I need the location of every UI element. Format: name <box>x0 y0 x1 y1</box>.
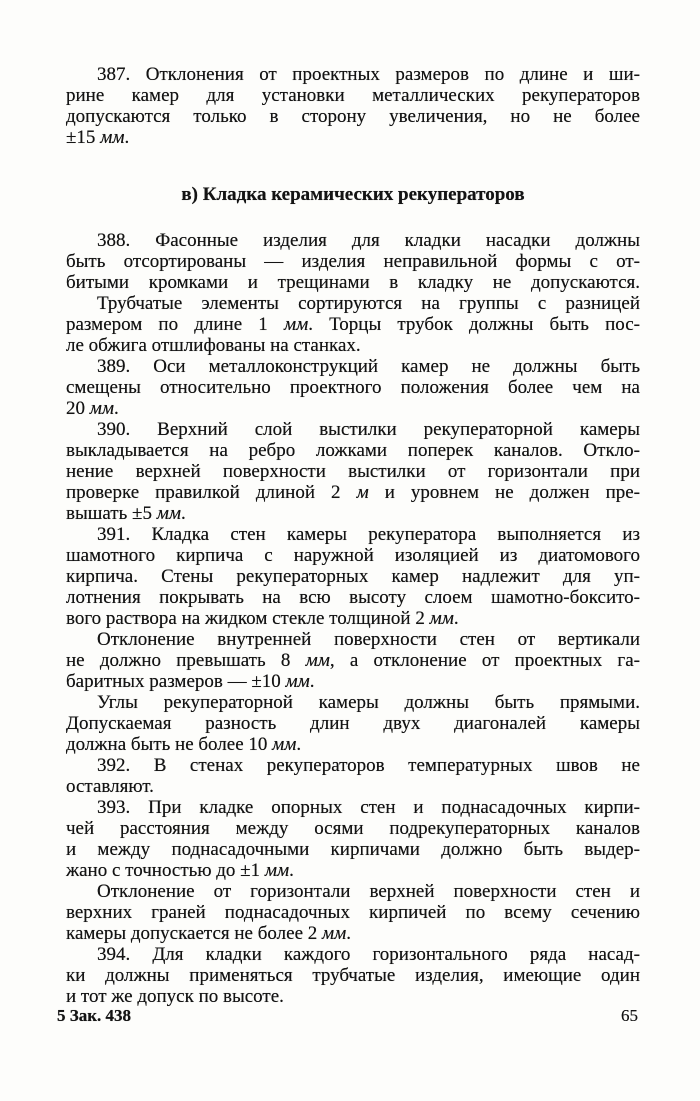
page-number: 65 <box>621 1006 638 1025</box>
text-line: 394. Для кладки каждого горизонтального ряда насад- <box>97 944 640 965</box>
text-line: размером по длине 1 мм. Торцы трубок должны быть пос- <box>66 314 640 335</box>
text-line: верхних граней поднасадочных кирпичей по всему сечению <box>66 902 640 923</box>
text-line: шамотного кирпича с наружной изоляцией из диатомового <box>66 545 640 566</box>
text-line: 393. При кладке опорных стен и поднасадочных кирпи- <box>97 797 640 818</box>
paragraph-388-fasonnye <box>66 230 640 293</box>
paragraph-394 <box>66 944 640 1007</box>
text-line: 392. В стенах рекуператоров температурных швов не <box>97 755 640 776</box>
text-line: ле обжига отшлифованы на станках. <box>66 335 361 356</box>
paragraph-389 <box>66 356 640 419</box>
text-line: 388. Фасонные изделия для кладки насадки должны <box>97 230 640 251</box>
text-line: 391. Кладка стен камеры рекуператора выполняется из <box>97 524 640 545</box>
text-line: и тот же допуск по высоте. <box>66 986 284 1007</box>
text-line: вышать ±5 мм. <box>66 503 186 524</box>
text-line: нение верхней поверхности выстилки от горизонтали при <box>66 461 640 482</box>
text-line: вого раствора на жидком стекле толщиной 2 мм. <box>66 608 459 629</box>
text-line: 387. Отклонения от проектных размеров по длине и ши- <box>97 64 640 85</box>
text-line: 389. Оси металлоконструкций камер не должны быть <box>97 356 640 377</box>
paragraph-390 <box>66 419 640 524</box>
section-heading: в) Кладка керамических рекуператоров <box>181 184 525 205</box>
paragraph-393-otklonenie <box>66 881 640 944</box>
text-line: камеры допускается не более 2 мм. <box>66 923 352 944</box>
page-footer <box>57 1006 638 1026</box>
paragraph-388-trubchatye <box>66 293 640 356</box>
text-line: Отклонение внутренней поверхности стен от вертикали <box>97 629 640 650</box>
paragraph-391-otklonenie <box>66 629 640 692</box>
text-line: лотнения покрывать на всю высоту слоем шамотно-боксито- <box>66 587 640 608</box>
text-line: 390. Верхний слой выстилки рекуператорной камеры <box>97 419 640 440</box>
text-line: должна быть не более 10 мм. <box>66 734 302 755</box>
text-line: Допускаемая разность длин двух диагоналей камеры <box>66 713 640 734</box>
text-line: ки должны применяться трубчатые изделия, имеющие один <box>66 965 640 986</box>
text-line: рине камер для установки металлических рекуператоров <box>66 85 640 106</box>
text-line: проверке правилкой длиной 2 м и уровнем не должен пре- <box>66 482 640 503</box>
text-line: и между поднасадочными кирпичами должно быть выдер- <box>66 839 640 860</box>
text-line: кирпича. Стены рекуператорных камер надлежит для уп- <box>66 566 640 587</box>
text-body <box>66 64 640 1007</box>
printer-signature-mark: 5 Зак. 438 <box>57 1006 132 1025</box>
text-line: быть отсортированы — изделия неправильной формы с от- <box>66 251 640 272</box>
text-line: оставляют. <box>66 776 154 797</box>
text-line: смещены относительно проектного положения более чем на <box>66 377 640 398</box>
text-line: битыми кромками и трещинами в кладку не допускаются. <box>66 272 640 293</box>
paragraph-392 <box>66 755 640 797</box>
text-line: выкладывается на ребро ложками поперек каналов. Откло- <box>66 440 640 461</box>
paragraph-391 <box>66 524 640 629</box>
text-line: баритных размеров — ±10 мм. <box>66 671 315 692</box>
text-line: Отклонение от горизонтали верхней поверхности стен и <box>97 881 640 902</box>
text-line: чей расстояния между осями подрекуператорных каналов <box>66 818 640 839</box>
text-line: допускаются только в сторону увеличения, но не более <box>66 106 640 127</box>
text-line: не должно превышать 8 мм, а отклонение от проектных га- <box>66 650 640 671</box>
paragraph-391-ugly <box>66 692 640 755</box>
text-line: Углы рекуператорной камеры должны быть прямыми. <box>97 692 640 713</box>
paragraph-387 <box>66 64 640 148</box>
paragraph-393 <box>66 797 640 881</box>
text-line: ±15 мм. <box>66 127 130 148</box>
text-line: 20 мм. <box>66 398 119 419</box>
text-line: жано с точностью до ±1 мм. <box>66 860 294 881</box>
text-line: Трубчатые элементы сортируются на группы с разницей <box>97 293 640 314</box>
